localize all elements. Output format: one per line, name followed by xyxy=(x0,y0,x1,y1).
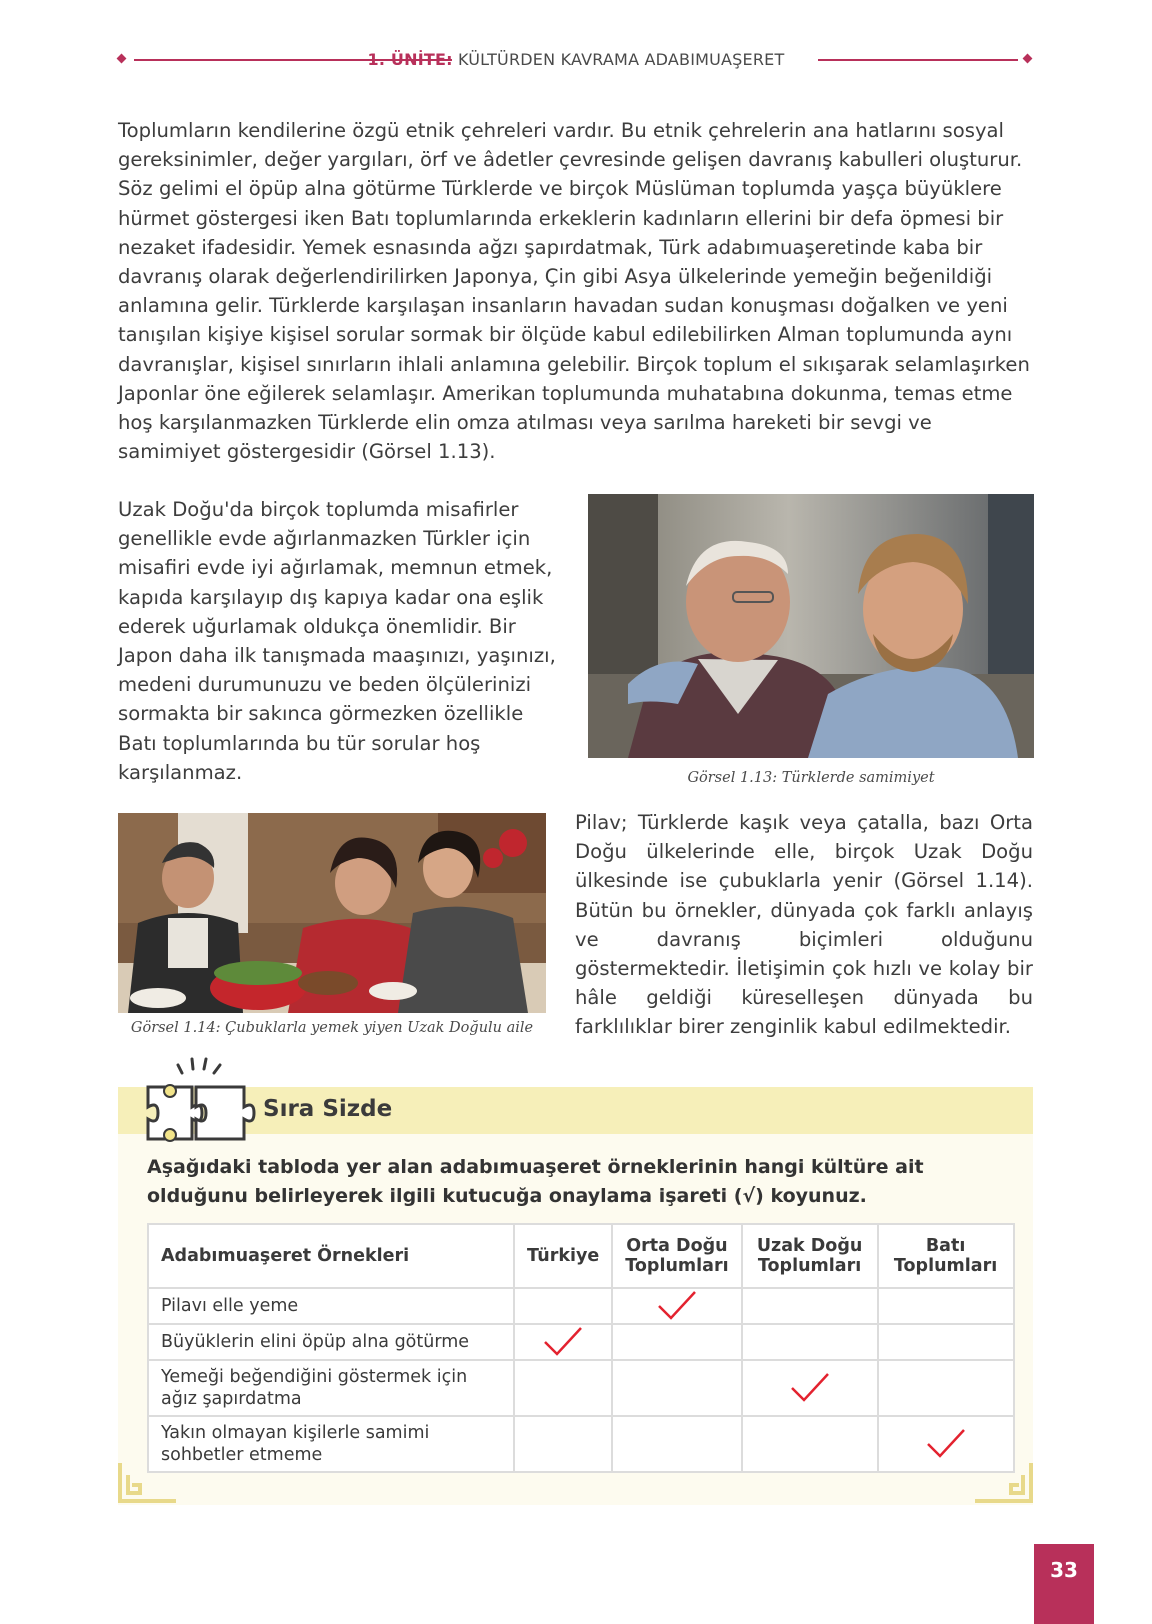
culture-table xyxy=(147,1223,1015,1473)
table-header-row xyxy=(148,1224,1014,1288)
header-turkey: Türkiye xyxy=(514,1224,612,1288)
table-row xyxy=(148,1416,1014,1472)
corner-ornament-right-icon xyxy=(973,1463,1033,1505)
checkbox-cell[interactable] xyxy=(612,1360,741,1416)
page-number-text: 33 xyxy=(1050,1558,1078,1582)
row-label: Pilavı elle yeme xyxy=(148,1288,514,1324)
corner-ornament-left-icon xyxy=(118,1463,178,1505)
table-row xyxy=(148,1360,1014,1416)
check-mark-icon xyxy=(541,1324,585,1360)
checkbox-cell[interactable] xyxy=(612,1324,741,1360)
header-examples: Adabımuaşeret Örnekleri xyxy=(148,1224,514,1288)
check-mark-icon xyxy=(655,1288,699,1324)
checkbox-cell[interactable] xyxy=(742,1288,878,1324)
page-number xyxy=(1034,1544,1094,1624)
body-paragraph-3: Pilav; Türklerde kaşık veya çatalla, bazı Orta Doğu ülkelerinde elle, birçok Uzak Doğu ülkesinde ise çubuklarla yenir (Görsel 1.14). Bütün bu örnekler, dünyada çok farklı anlayış ve davranış biçimleri olduğunu göstermektedir. İletişimin çok hızlı ve kolay bir hâle geldiği küreselleşen dünyada bu farklılıklar birer zenginlik kabul edilmektedir. xyxy=(575,811,1033,1039)
header-west: Batı Toplumları xyxy=(878,1224,1014,1288)
running-header xyxy=(118,48,1034,72)
checkbox-cell[interactable] xyxy=(742,1324,878,1360)
body-paragraph-1: Toplumların kendilerine özgü etnik çehreleri vardır. Bu etnik çehrelerin ana hatlarını sosyal gereksinimler, değer yargıları, örf ve âdetler çevresinde gelişen davranış kabulleri oluşturur. Söz gelimi el öpüp alna götürme Türklerde ve birçok Müslüman toplumda yaşça büyüklere hürmet göstergesi iken Batı toplumlarında erkeklerin kadınların ellerini bir defa öpmesi bir nezaket ifadesidir. Yemek esnasında ağzı şapırdatmak, Türk adabımuaşeretinde kaba bir davranış olarak değerlendirilirken Japonya, Çin gibi Asya ülkelerinde yemeğin beğenildiği anlamına gelir. Türklerde karşılaşan insanların havadan sudan konuşması doğalken ve yeni tanışılan kişiye kişisel sorular sormak bir ölçüde kabul edilebilirken Alman toplumunda aynı davranışlar, kişisel sınırların ihlali anlamına gelebilir. Birçok toplum el sıkışarak selamlaşırken Japonlar öne eğilerek selamlaşır. Amerikan toplumunda muhatabına dokunma, temas etme hoş karşılanmazken Türklerde elin omza atılması veya sarılma hareketi bir sevgi ve samimiyet göstergesidir (Görsel 1.13). xyxy=(118,119,1030,464)
header-far-east: Uzak Doğu Toplumları xyxy=(742,1224,878,1288)
header-middle-east: Orta Doğu Toplumları xyxy=(612,1224,741,1288)
checkbox-cell[interactable] xyxy=(514,1324,612,1360)
checkbox-cell[interactable] xyxy=(878,1288,1014,1324)
checkbox-cell[interactable] xyxy=(878,1360,1014,1416)
photo-far-east-family xyxy=(118,813,546,1013)
activity-box xyxy=(118,1087,1033,1505)
checkbox-cell[interactable] xyxy=(742,1416,878,1472)
puzzle-icon xyxy=(146,1055,256,1155)
checkbox-cell[interactable] xyxy=(612,1416,741,1472)
photo-turkish-sincerity xyxy=(588,494,1034,758)
checkbox-cell[interactable] xyxy=(514,1416,612,1472)
checkbox-cell[interactable] xyxy=(514,1360,612,1416)
activity-title: Sıra Sizde xyxy=(263,1096,393,1122)
header-unit: 1. ÜNİTE: xyxy=(367,50,453,69)
check-mark-icon xyxy=(788,1370,832,1406)
table-row xyxy=(148,1288,1014,1324)
caption-figure-1-13: Görsel 1.13: Türklerde samimiyet xyxy=(687,770,935,786)
row-label: Büyüklerin elini öpüp alna götürme xyxy=(148,1324,514,1360)
caption-figure-1-14: Görsel 1.14: Çubuklarla yemek yiyen Uzak Doğulu aile xyxy=(130,1020,534,1036)
checkbox-cell[interactable] xyxy=(742,1360,878,1416)
checkbox-cell[interactable] xyxy=(514,1288,612,1324)
check-mark-icon xyxy=(924,1426,968,1462)
header-unit-title: KÜLTÜRDEN KAVRAMA ADABIMUAŞERET xyxy=(458,50,785,69)
checkbox-cell[interactable] xyxy=(612,1288,741,1324)
row-label: Yemeği beğendiğini göstermek için ağız şapırdatma xyxy=(148,1360,514,1416)
activity-instruction: Aşağıdaki tabloda yer alan adabımuaşeret örneklerinin hangi kültüre ait olduğunu belirleyerek ilgili kutucuğa onaylama işareti (√) koyunuz. xyxy=(147,1156,924,1207)
row-label: Yakın olmayan kişilerle samimi sohbetler etmeme xyxy=(148,1416,514,1472)
checkbox-cell[interactable] xyxy=(878,1324,1014,1360)
header-right-rule xyxy=(818,59,1018,61)
table-row xyxy=(148,1324,1014,1360)
body-paragraph-2: Uzak Doğu'da birçok toplumda misafirler genellikle evde ağırlanmazken Türkler için misafiri evde iyi ağırlamak, memnun etmek, kapıda karşılayıp dış kapıya kadar ona eşlik ederek uğurlamak oldukça önemlidir. Bir Japon daha ilk tanışmada maaşınızı, yaşınızı, medeni durumunuzu ve beden ölçülerinizi sormakta bir sakınca görmezken özellikle Batı toplumlarında bu tür sorular hoş karşılanmaz. xyxy=(118,498,556,784)
